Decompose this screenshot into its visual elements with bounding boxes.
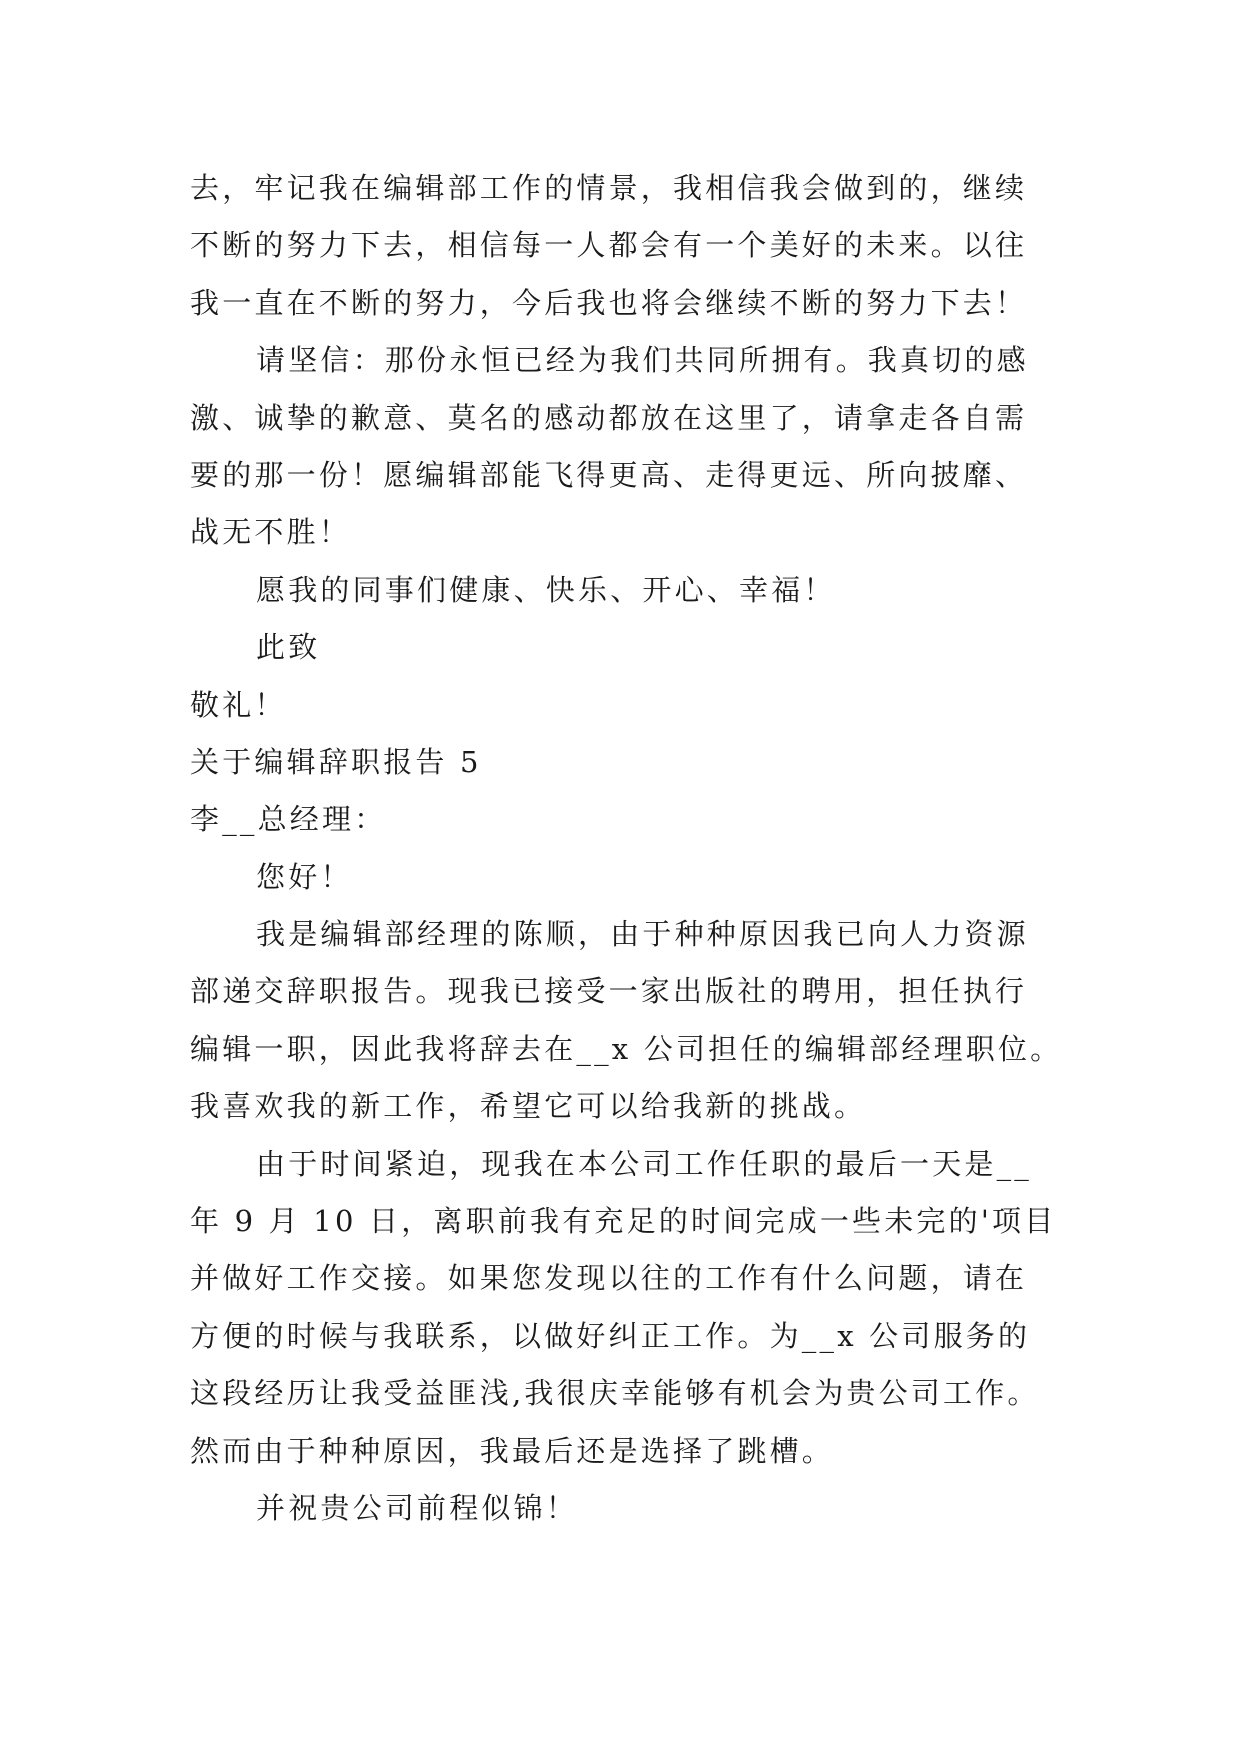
text-line: 去，牢记我在编辑部工作的情景，我相信我会做到的，继续 <box>190 171 1028 205</box>
text-line: 编辑一职，因此我将辞去在__x 公司担任的编辑部经理职位。 <box>190 1031 1063 1066</box>
document-body <box>190 160 1070 1537</box>
closing-salutation: 此致 <box>256 630 321 665</box>
text-line: 方便的时候与我联系，以做好纠正工作。为__x 公司服务的 <box>190 1318 1031 1353</box>
text-line: 这段经历让我受益匪浅,我很庆幸能够有机会为贵公司工作。 <box>190 1376 1040 1411</box>
text-line: 我一直在不断的努力，今后我也将会继续不断的努力下去！ <box>190 285 1028 320</box>
paragraph-start-line: 并祝贵公司前程似锦！ <box>256 1490 579 1525</box>
paragraph-start-line: 我是编辑部经理的陈顺，由于种种原因我已向人力资源 <box>256 917 1029 952</box>
text-line: 不断的努力下去，相信每一人都会有一个美好的未来。以往 <box>190 228 1028 263</box>
section-title: 关于编辑辞职报告 5 <box>190 744 482 779</box>
paragraph-start-line: 由于时间紧迫，现我在本公司工作任职的最后一天是__ <box>256 1146 1033 1181</box>
closing-regards: 敬礼！ <box>190 687 287 722</box>
text-line: 然而由于种种原因，我最后还是选择了跳槽。 <box>190 1433 835 1468</box>
text-line: 激、诚挚的歉意、莫名的感动都放在这里了，请拿走各自需 <box>190 400 1028 435</box>
paragraph-start-line: 愿我的同事们健康、快乐、开心、幸福！ <box>256 572 836 607</box>
text-line: 部递交辞职报告。现我已接受一家出版社的聘用，担任执行 <box>190 974 1028 1009</box>
text-line: 要的那一份！愿编辑部能飞得更高、走得更远、所向披靡、 <box>190 457 1028 492</box>
text-line: 我喜欢我的新工作，希望它可以给我新的挑战。 <box>190 1089 867 1124</box>
letter-recipient: 李__总经理： <box>190 802 387 837</box>
paragraph-start-line: 请坚信：那份永恒已经为我们共同所拥有。我真切的感 <box>256 343 1029 378</box>
text-line: 年 9 月 10 日，离职前我有充足的时间完成一些未完的'项目 <box>190 1204 1057 1239</box>
text-line: 并做好工作交接。如果您发现以往的工作有什么问题，请在 <box>190 1261 1028 1296</box>
letter-greeting: 您好！ <box>256 859 353 894</box>
text-line: 战无不胜！ <box>190 515 352 550</box>
